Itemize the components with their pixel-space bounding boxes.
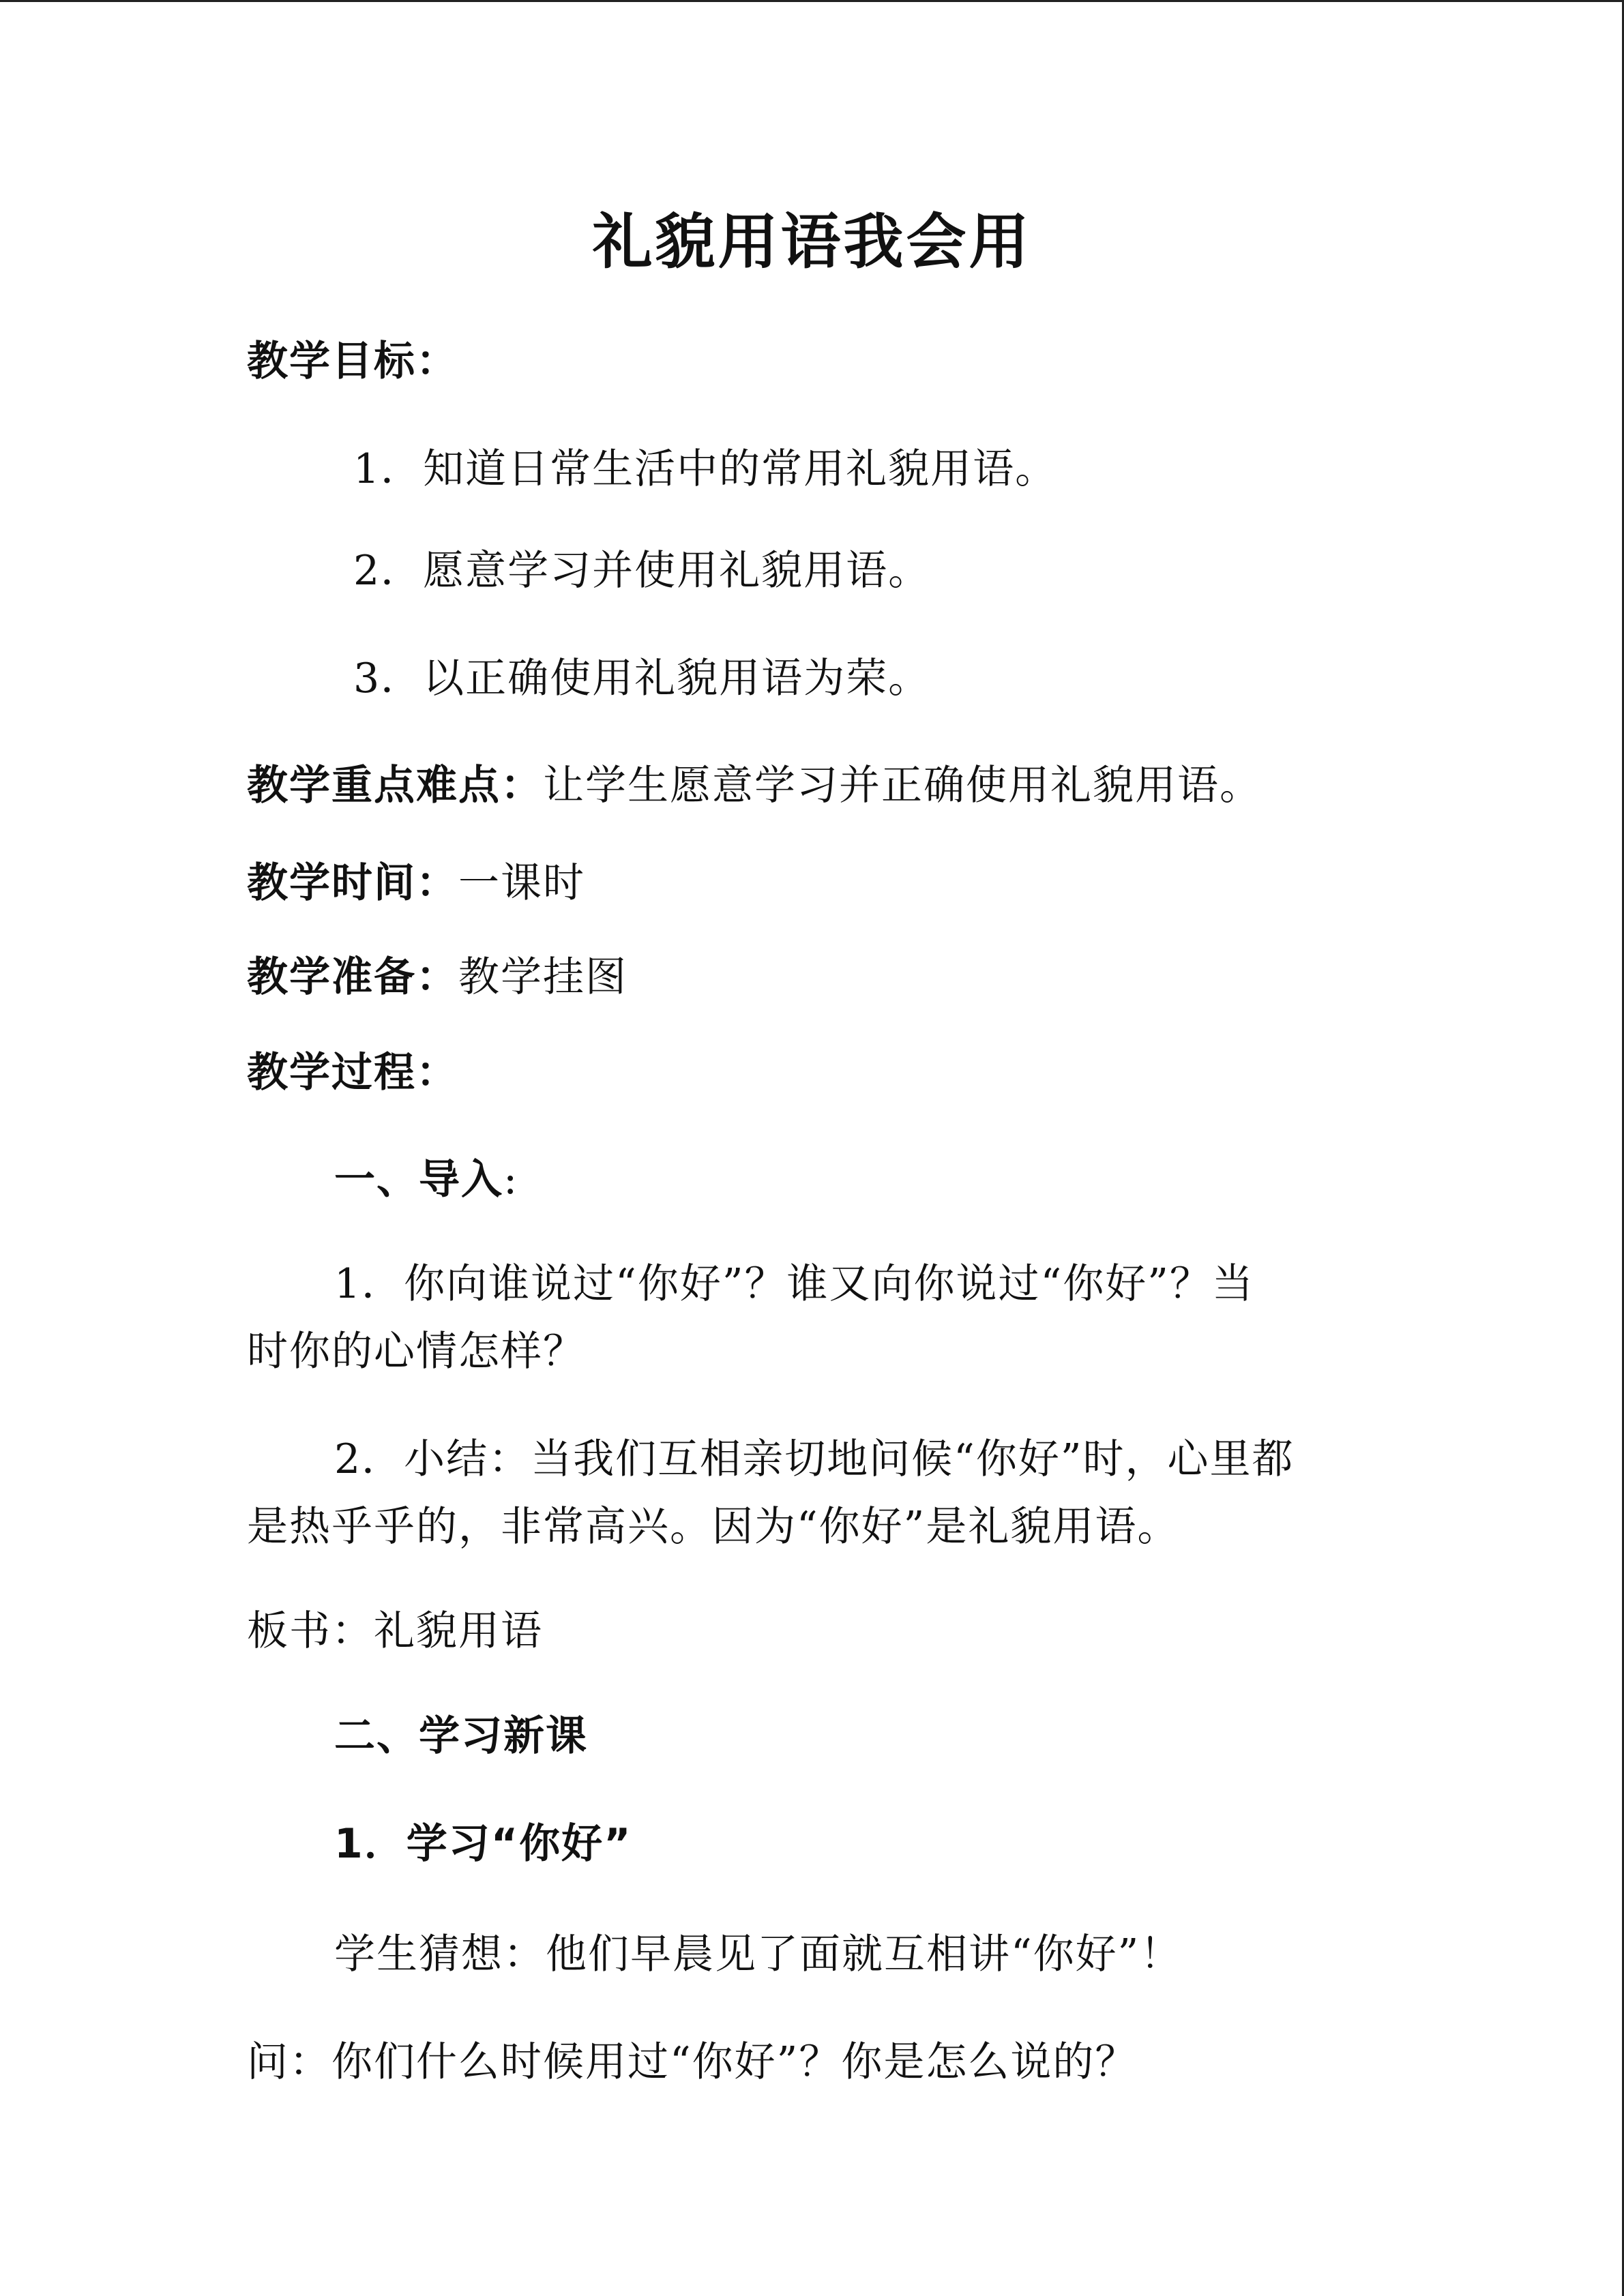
section2-sub1-heading: 1．学习“你好” bbox=[334, 1820, 632, 1868]
key-points-value: 让学生愿意学习并正确使用礼貌用语。 bbox=[543, 762, 1262, 809]
student-guess: 学生猜想：他们早晨见了面就互相讲“你好”！ bbox=[334, 1930, 1183, 1978]
objectives-heading: 教学目标： bbox=[247, 338, 458, 385]
preparation-row bbox=[247, 950, 628, 1004]
objective-item-3: 3．以正确使用礼貌用语为荣。 bbox=[353, 655, 931, 702]
document-title: 礼貌用语我会用 bbox=[592, 207, 1032, 277]
section1-item2-line2: 是热乎乎的，非常高兴。因为“你好”是礼貌用语。 bbox=[247, 1503, 1180, 1551]
section2-heading: 二、学习新课 bbox=[334, 1712, 588, 1760]
preparation-value: 教学挂图 bbox=[458, 953, 628, 1001]
objective-item-1: 1．知道日常生活中的常用礼貌用语。 bbox=[353, 445, 1058, 493]
objective-item-2: 2．愿意学习并使用礼貌用语。 bbox=[353, 547, 931, 595]
key-points-label: 教学重点难点： bbox=[247, 762, 543, 809]
key-points-row bbox=[247, 758, 1262, 813]
process-heading: 教学过程： bbox=[247, 1049, 458, 1097]
section1-heading-row bbox=[334, 1152, 518, 1207]
section1-heading-suffix: : bbox=[503, 1156, 519, 1204]
time-label: 教学时间： bbox=[247, 859, 458, 907]
section1-heading: 一、导入 bbox=[334, 1156, 503, 1204]
board-note: 板书：礼貌用语 bbox=[247, 1607, 543, 1655]
section1-item2-line1: 2．小结：当我们互相亲切地问候“你好”时，心里都 bbox=[334, 1435, 1295, 1483]
section1-item1-line1: 1．你向谁说过“你好”？谁又向你说过“你好”？当 bbox=[334, 1260, 1254, 1308]
time-value: 一课时 bbox=[458, 859, 585, 907]
teacher-question: 问：你们什么时候用过“你好”？你是怎么说的？ bbox=[247, 2038, 1138, 2086]
section1-item1-line2: 时你的心情怎样？ bbox=[247, 1328, 585, 1375]
preparation-label: 教学准备： bbox=[247, 953, 458, 1001]
time-row bbox=[247, 856, 585, 910]
